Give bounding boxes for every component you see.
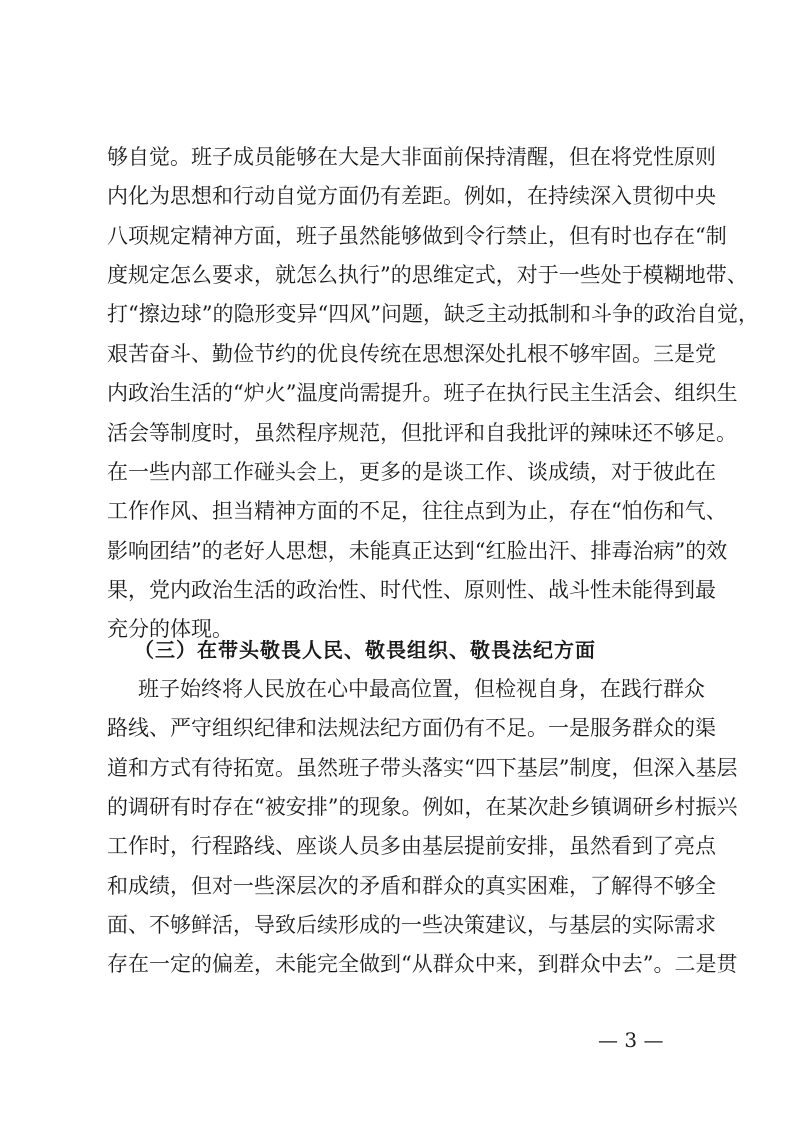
text-line: 艰苦奋斗、勤俭节约的优良传统在思想深处扎根不够牢固。三是党: [107, 342, 716, 366]
text-line: 面、不够鲜活，导致后续形成的一些决策建议，与基层的实际需求: [107, 913, 716, 937]
text-line: 够自觉。班子成员能够在大是大非面前保持清醒，但在将党性原则: [107, 145, 716, 169]
text-line: 八项规定精神方面，班子虽然能够做到令行禁止，但有时也存在“制: [107, 224, 727, 248]
page-number: — 3 —: [598, 1028, 664, 1052]
text-line: 班子始终将人民放在心中最高位置，但检视自身，在践行群众: [138, 677, 705, 701]
section-heading: （三）在带头敬畏人民、敬畏组织、敬畏法纪方面: [134, 638, 596, 662]
text-line: 影响团结”的老好人思想，未能真正达到“红脸出汗、排毒治病”的效: [107, 539, 728, 563]
text-line: 存在一定的偏差，未能完全做到“从群众中来，到群众中去”。二是贯: [107, 952, 738, 976]
text-line: 果，党内政治生活的政治性、时代性、原则性、战斗性未能得到最: [107, 578, 716, 602]
text-line: 在一些内部工作碰头会上，更多的是谈工作、谈成绩，对于彼此在: [107, 460, 716, 484]
text-line: 度规定怎么要求，就怎么执行”的思维定式，对于一些处于模糊地带、: [107, 263, 748, 287]
text-line: 活会等制度时，虽然程序规范，但批评和自我批评的辣味还不够足。: [107, 421, 737, 445]
text-line: 路线、严守组织纪律和法规法纪方面仍有不足。一是服务群众的渠: [107, 716, 716, 740]
text-line: 道和方式有待拓宽。虽然班子带头落实“四下基层”制度，但深入基层: [107, 756, 738, 780]
text-line: 工作作风、担当精神方面的不足，往往点到为止，存在“怕伤和气、: [107, 499, 727, 523]
text-line: 充分的体现。: [107, 617, 233, 641]
text-line: 的调研有时存在“被安排”的现象。例如，在某次赴乡镇调研乡村振兴: [107, 795, 738, 819]
text-line: 内政治生活的“炉火”温度尚需提升。班子在执行民主生活会、组织生: [107, 381, 738, 405]
text-line: 打“擦边球”的隐形变异“四风”问题，缺乏主动抵制和斗争的政治自觉，: [107, 302, 759, 326]
text-line: 工作时，行程路线、座谈人员多由基层提前安排，虽然看到了亮点: [107, 834, 716, 858]
text-line: 和成绩，但对一些深层次的矛盾和群众的真实困难，了解得不够全: [107, 874, 716, 898]
text-line: 内化为思想和行动自觉方面仍有差距。例如，在持续深入贯彻中央: [107, 184, 716, 208]
